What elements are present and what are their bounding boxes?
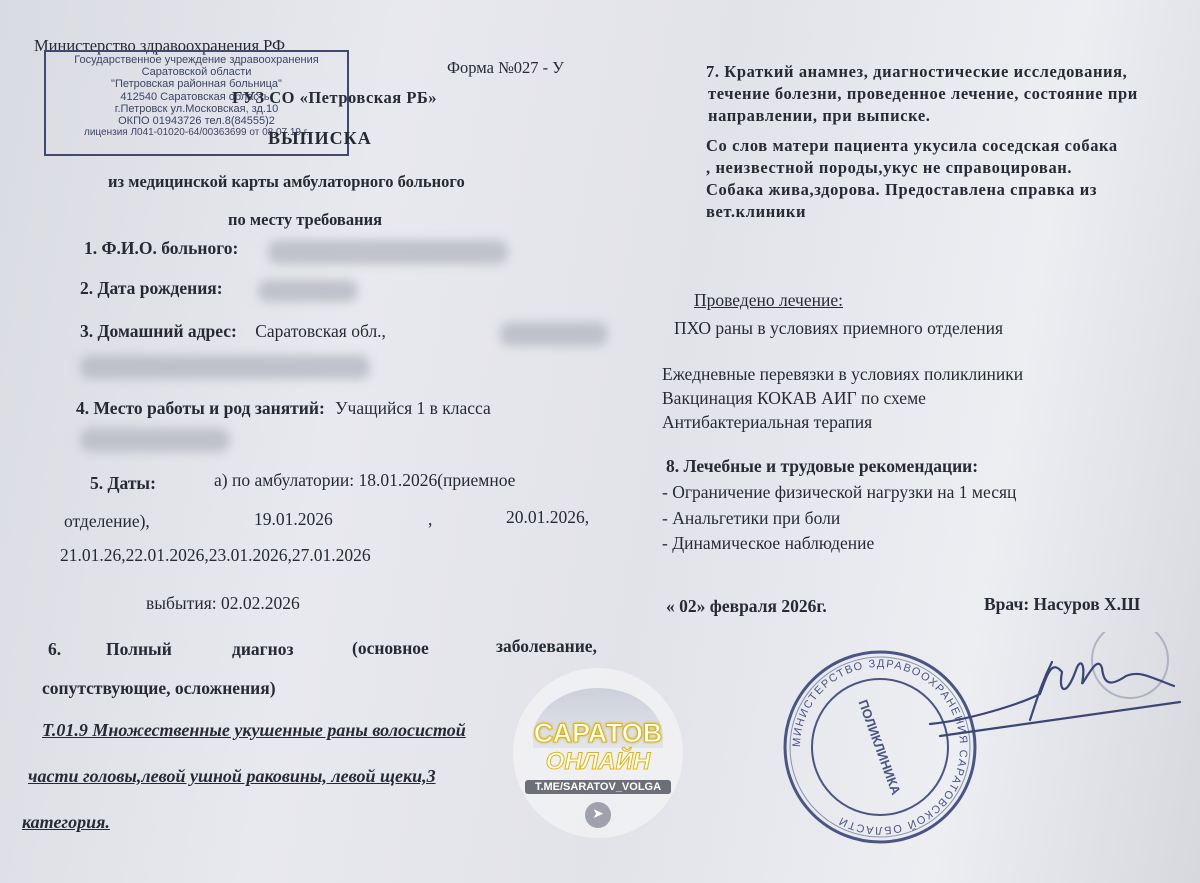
patient-name-label: 1. Ф.И.О. больного: (84, 238, 239, 258)
round-stamp-ring-text: МИНИСТЕРСТВО ЗДРАВООХРАНЕНИЯ САРАТОВСКОЙ ОБЛАСТИ (790, 657, 970, 837)
diagnosis-label-1: 6. (48, 639, 62, 659)
dates-line-2c: , (428, 509, 433, 529)
redacted-name (268, 240, 508, 264)
treatment-item: Ежедневные перевязки в условиях поликлиники (662, 364, 1024, 384)
doctor-signature-line: Врач: Насуров Х.Ш (984, 594, 1141, 614)
recommendation-item: - Динамическое наблюдение (662, 533, 875, 553)
dates-line-1: а) по амбулатории: 18.01.2026(приемное (214, 470, 516, 490)
diagnosis-line-2: части головы,левой ушной раковины, левой щеки,3 (28, 766, 436, 786)
document-destination: по месту требования (228, 210, 383, 229)
institution-name: ГУЗ СО «Петровская РБ» (232, 88, 438, 107)
telegram-icon: ➤ (585, 802, 611, 828)
redacted-work (80, 428, 230, 452)
recommendation-item: - Анальгетики при боли (662, 508, 841, 528)
treatment-item: ПХО раны в условиях приемного отделения (674, 318, 1004, 338)
stamp-line: 412540 Саратовская область, (120, 90, 273, 103)
redacted-address-2 (80, 355, 370, 379)
work-row (76, 398, 491, 419)
round-stamp-and-signature (780, 632, 1200, 847)
stamp-line: Саратовской области (141, 66, 252, 79)
stamp-line: ОКПО 01943726 тел.8(84555)2 (118, 115, 275, 128)
redacted-address-1 (500, 322, 608, 346)
diagnosis-label-3: диагноз (232, 639, 294, 659)
treatment-title: Проведено лечение: (694, 290, 843, 310)
diagnosis-label-2: Полный (106, 639, 172, 659)
watermark-subtitle: ОНЛАЙН (545, 748, 651, 775)
anamnesis-heading-3: направлении, при выписке. (708, 106, 931, 125)
recommendations-title: 8. Лечебные и трудовые рекомендации: (666, 456, 979, 476)
anamnesis-text-2: , неизвестной породы,укус не справоцирован. (706, 158, 1073, 177)
dates-line-3: 21.01.26,22.01.2026,23.01.2026,27.01.2026 (60, 545, 371, 565)
dob-label: 2. Дата рождения: (80, 278, 223, 298)
work-value: Учащийся 1 в класса (335, 398, 491, 418)
diagnosis-label-4: (основное (352, 638, 429, 658)
dates-line-2b: 19.01.2026 (254, 509, 333, 529)
address-label: 3. Домашний адрес: (80, 321, 237, 341)
work-label: 4. Место работы и род занятий: (76, 398, 325, 418)
address-row (80, 321, 386, 342)
document-date: « 02» февраля 2026г. (666, 596, 827, 616)
document-subtitle: из медицинской карты амбулаторного больного (108, 172, 465, 191)
stamp-line: лицензия Л041-01020-64/00363699 от 08.07.19 г. (84, 127, 309, 139)
treatment-item: Антибактериальная терапия (662, 412, 873, 432)
dates-label: 5. Даты: (90, 473, 156, 493)
diagnosis-line-1: Т.01.9 Множественные укушенные раны волосистой (42, 720, 466, 740)
anamnesis-heading-1: 7. Краткий анамнез, диагностические исследования, (706, 62, 1128, 81)
anamnesis-heading-2: течение болезни, проведенное лечение, состояние при (708, 84, 1138, 103)
watermark-logo (513, 668, 683, 838)
diagnosis-label-6: сопутствующие, осложнения) (42, 678, 276, 698)
dates-line-2d: 20.01.2026, (506, 507, 590, 527)
watermark-title: САРАТОВ (533, 718, 663, 748)
anamnesis-text-1: Со слов матери пациента укусила соседская собака (706, 136, 1118, 155)
second-stamp-fragment (1092, 632, 1168, 698)
anamnesis-text-4: вет.клиники (706, 202, 807, 221)
watermark-link: T.ME/SARATOV_VOLGA (525, 780, 671, 794)
ministry-header: Министерство здравоохранения РФ (34, 36, 286, 55)
recommendation-item: - Ограничение физической нагрузки на 1 месяц (662, 482, 1017, 502)
anamnesis-text-3: Собака жива,здорова. Предоставлена справка из (706, 180, 1098, 199)
discharge-date: выбытия: 02.02.2026 (146, 593, 300, 613)
document-title: ВЫПИСКА (268, 128, 372, 148)
treatment-item: Вакцинация КОКАВ АИГ по схеме (662, 388, 926, 408)
stamp-line: "Петровская районная больница" (111, 78, 282, 91)
redacted-dob (258, 280, 358, 302)
diagnosis-line-3: категория. (22, 812, 110, 832)
diagnosis-label-5: заболевание, (496, 636, 597, 656)
address-value: Саратовская обл., (255, 321, 386, 341)
stamp-line: Государственное учреждение здравоохранения (74, 54, 319, 66)
stamp-line: г.Петровск ул.Московская, зд.10 (114, 102, 279, 115)
form-number: Форма №027 - У (447, 58, 564, 77)
round-stamp-center-text: ПОЛИКЛИНИКА (855, 697, 904, 797)
dates-line-2a: отделение), (64, 511, 150, 531)
